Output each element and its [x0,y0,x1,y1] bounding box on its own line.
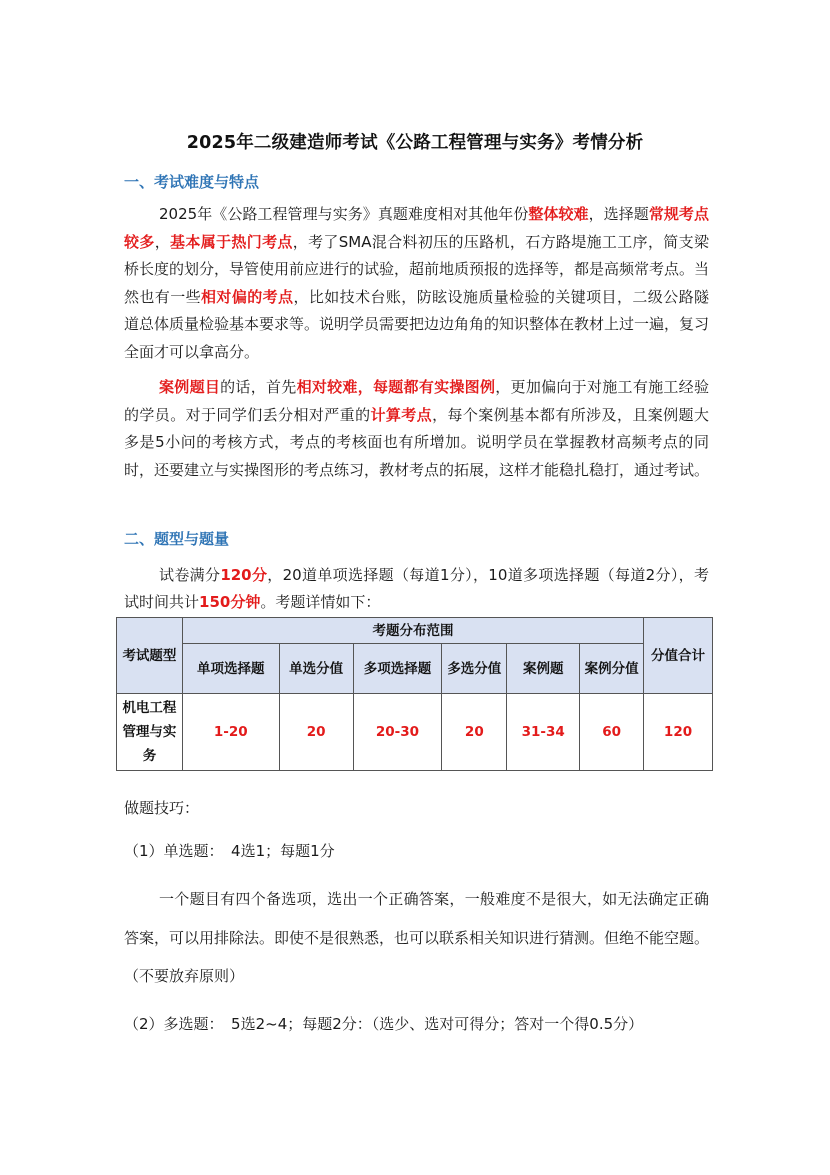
page-title: 2025年二级建造师考试《公路工程管理与实务》考情分析 [186,133,644,153]
cell-total-score: 120 [644,694,713,771]
cell-case-range: 31-34 [507,694,580,771]
exam-distribution-table [116,617,713,771]
subheader-single-choice: 单项选择题 [182,644,279,694]
highlight-text: 150分钟 [199,593,261,611]
tip-single-text: 一个题目有四个备选项，选出一个正确答案，一般难度不是很大，如无法确定正确答案，可以用排除法。即使不是很熟悉，也可以联系相关知识进行猜测。但绝不能空题。（不要放弃原则） [124,890,710,985]
cell-multi-range: 20-30 [353,694,442,771]
header-exam-type: 考试题型 [117,618,183,694]
body-text: ，每个案例基本都有所涉及，且案例题大多是5小问的考核方式，考点的考核面也有所增加。说明学员在掌握教材高频考点的同时，还要建立与实操图形的考点练习，教材考点的拓展，这样才能稳扎稳打，通过考试。 [124,405,710,479]
header-distribution-range: 考题分布范围 [182,618,643,644]
highlight-text: 计算考点 [370,405,433,424]
subheader-multi-choice: 多项选择题 [353,644,442,694]
tips-heading: 做题技巧： [124,799,200,817]
paragraph-difficulty-case [124,374,709,484]
highlight-text: 120分 [220,566,268,584]
subheader-single-score: 单选分值 [279,644,353,694]
table-row [117,694,713,771]
cell-single-range: 1-20 [182,694,279,771]
subheader-multi-score: 多选分值 [442,644,507,694]
highlight-text: 常规考点较多 [124,205,709,251]
body-text: ，考了SMA混合料初压的压路机，石方路堤施工工序，简支梁桥长度的划分，导管使用前应进行的试验，超前地质预报的选择等，都是高频常考点。当然也有一些 [124,232,710,306]
cell-single-score: 20 [279,694,353,771]
body-text: 2025年《公路工程管理与实务》真题难度相对其他年份 [159,205,529,223]
paragraph-difficulty-choice [124,201,709,366]
body-text: 试卷满分 [159,566,221,584]
row-label-subject: 机电工程管理与实务 [117,694,183,771]
section-heading-question-types: 二、题型与题量 [124,530,230,548]
body-text: ，选择题 [588,205,649,223]
table-subheader-row [117,644,713,694]
body-text: ，更加偏向于对施工有施工经验的学员。对于同学们丢分相对严重的 [124,378,709,424]
body-text: 的话，首先 [220,378,297,396]
body-text: 。考题详情如下： [260,593,381,611]
highlight-text: 相对偏的考点 [201,287,294,306]
highlight-text: 相对较难，每题都有实操图例 [296,378,496,396]
table-header-row [117,618,713,644]
cell-multi-score: 20 [442,694,507,771]
highlight-text: 整体较难 [528,205,589,223]
highlight-text: 案例题目 [159,378,221,396]
tip-multi-title: （2）多选题： 5选2~4；每题2分：（选少、选对可得分；答对一个得0.5分） [124,1015,644,1033]
section-heading-difficulty: 一、考试难度与特点 [124,173,260,191]
body-text: ， [154,232,171,251]
cell-case-score: 60 [580,694,644,771]
subheader-case: 案例题 [507,644,580,694]
body-text: ，20道单项选择题（每道1分），10道多项选择题（每道2分），考试时间共计 [124,566,709,611]
subheader-case-score: 案例分值 [580,644,644,694]
tip-single-title: （1）单选题： 4选1；每题1分 [124,842,335,860]
header-score-total: 分值合计 [644,618,713,694]
highlight-text: 基本属于热门考点 [170,232,293,251]
body-text: ，比如技术台账，防眩设施质量检验的关键项目，二级公路隧道总体质量检验基本要求等。说明学员需要把边边角角的知识整体在教材上过一遍，复习全面才可以拿高分。 [124,287,710,361]
paragraph-question-types [124,562,709,616]
